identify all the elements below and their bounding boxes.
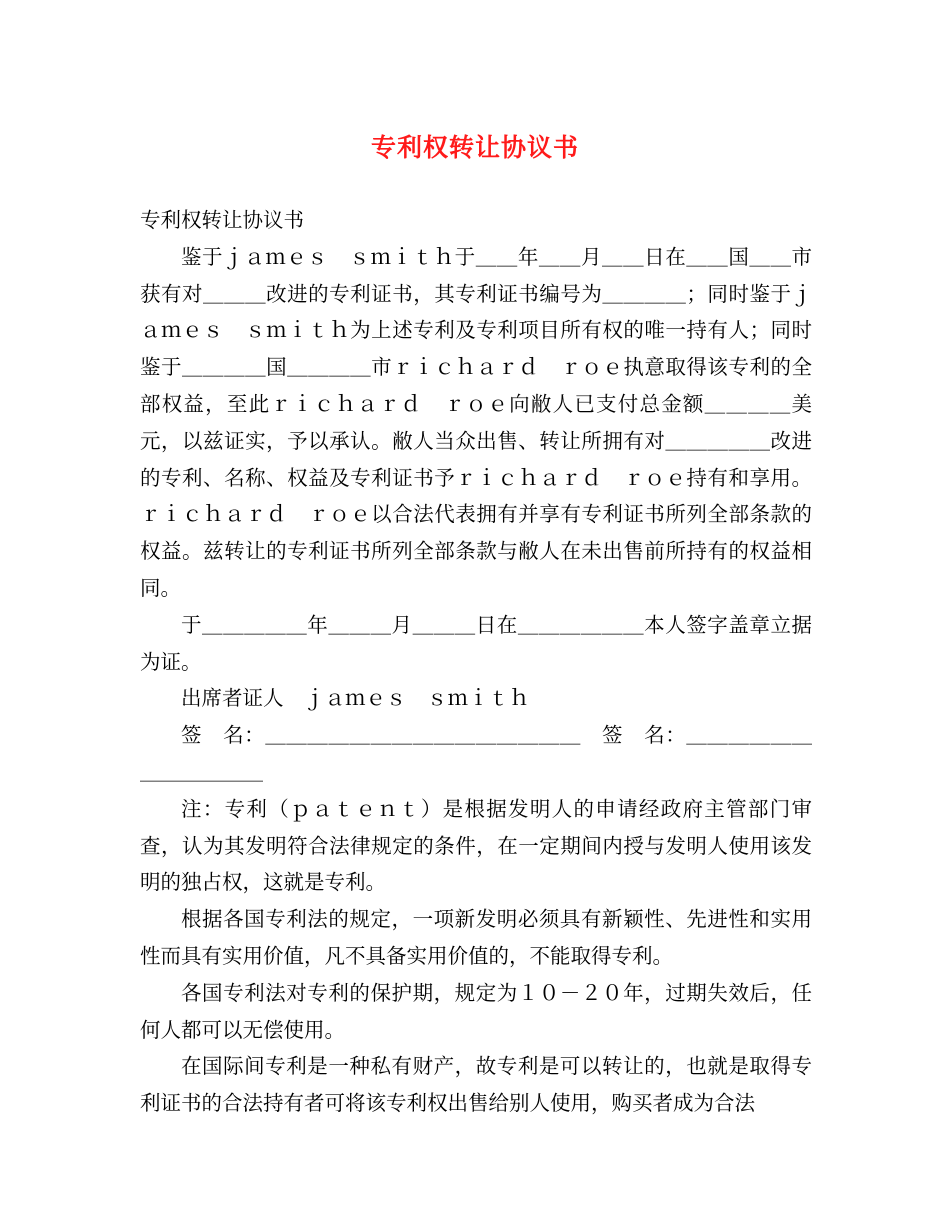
recital-paragraph: 鉴于ｊａｍｅｓ ｓｍｉｔｈ于＿＿年＿＿月＿＿日在＿＿国＿＿市获有对＿＿＿改进的专利证书，其专利证书编号为＿＿＿＿；同时鉴于ｊａｍｅｓ ｓｍｉｔｈ为上述专利及专利项目所有权的唯一持有人；同时鉴于＿＿＿＿国＿＿＿＿市ｒｉｃｈａｒｄ ｒｏｅ执意取得该专利的全部权益，至此ｒｉｃｈａｒｄ ｒｏｅ向敝人已支付总金额＿＿＿＿美元，以兹证实，予以承认。敝人当众出售、转让所拥有对＿＿＿＿＿改进的专利、名称、权益及专利证书予ｒｉｃｈａｒｄ ｒｏｅ持有和享用。ｒｉｃｈａｒｄ ｒｏｅ以合法代表拥有并享有专利证书所列全部条款的权益。兹转让的专利证书所列全部条款与敝人在未出售前所持有的权益相同。 bbox=[140, 244, 812, 600]
witness-line: 出席者证人 ｊａｍｅｓ ｓｍｉｔｈ bbox=[181, 686, 530, 711]
patent-law-paragraph: 根据各国专利法的规定，一项新发明必须具有新颖性、先进性和实用性而具有实用价值，凡不具备实用价值的，不能取得专利。 bbox=[140, 907, 812, 968]
date-signature-paragraph: 于＿＿＿＿＿年＿＿＿月＿＿＿日在＿＿＿＿＿＿本人签字盖章立据为证。 bbox=[140, 612, 812, 674]
transfer-paragraph: 在国际间专利是一种私有财产，故专利是可以转让的，也就是取得专利证书的合法持有者可将该专利权出售给别人使用，购买者成为合法 bbox=[140, 1054, 812, 1116]
note-paragraph: 注：专利（ｐａｔｅｎｔ）是根据发明人的申请经政府主管部门审查，认为其发明符合法律规定的条件，在一定期间内授与发明人使用该发明的独占权，这就是专利。 bbox=[140, 796, 812, 895]
subtitle-paragraph: 专利权转让协议书 bbox=[140, 208, 304, 232]
protection-period-paragraph: 各国专利法对专利的保护期，规定为１０－２０年，过期失效后，任何人都可以无偿使用。 bbox=[140, 980, 812, 1042]
document-title: 专利权转让协议书 bbox=[370, 133, 579, 162]
signature-lines: 签 名：＿＿＿＿＿＿＿＿＿＿＿＿＿＿＿ 签 名：＿＿＿＿＿＿＿＿＿＿＿＿ bbox=[140, 723, 812, 784]
document-body bbox=[140, 202, 812, 1122]
